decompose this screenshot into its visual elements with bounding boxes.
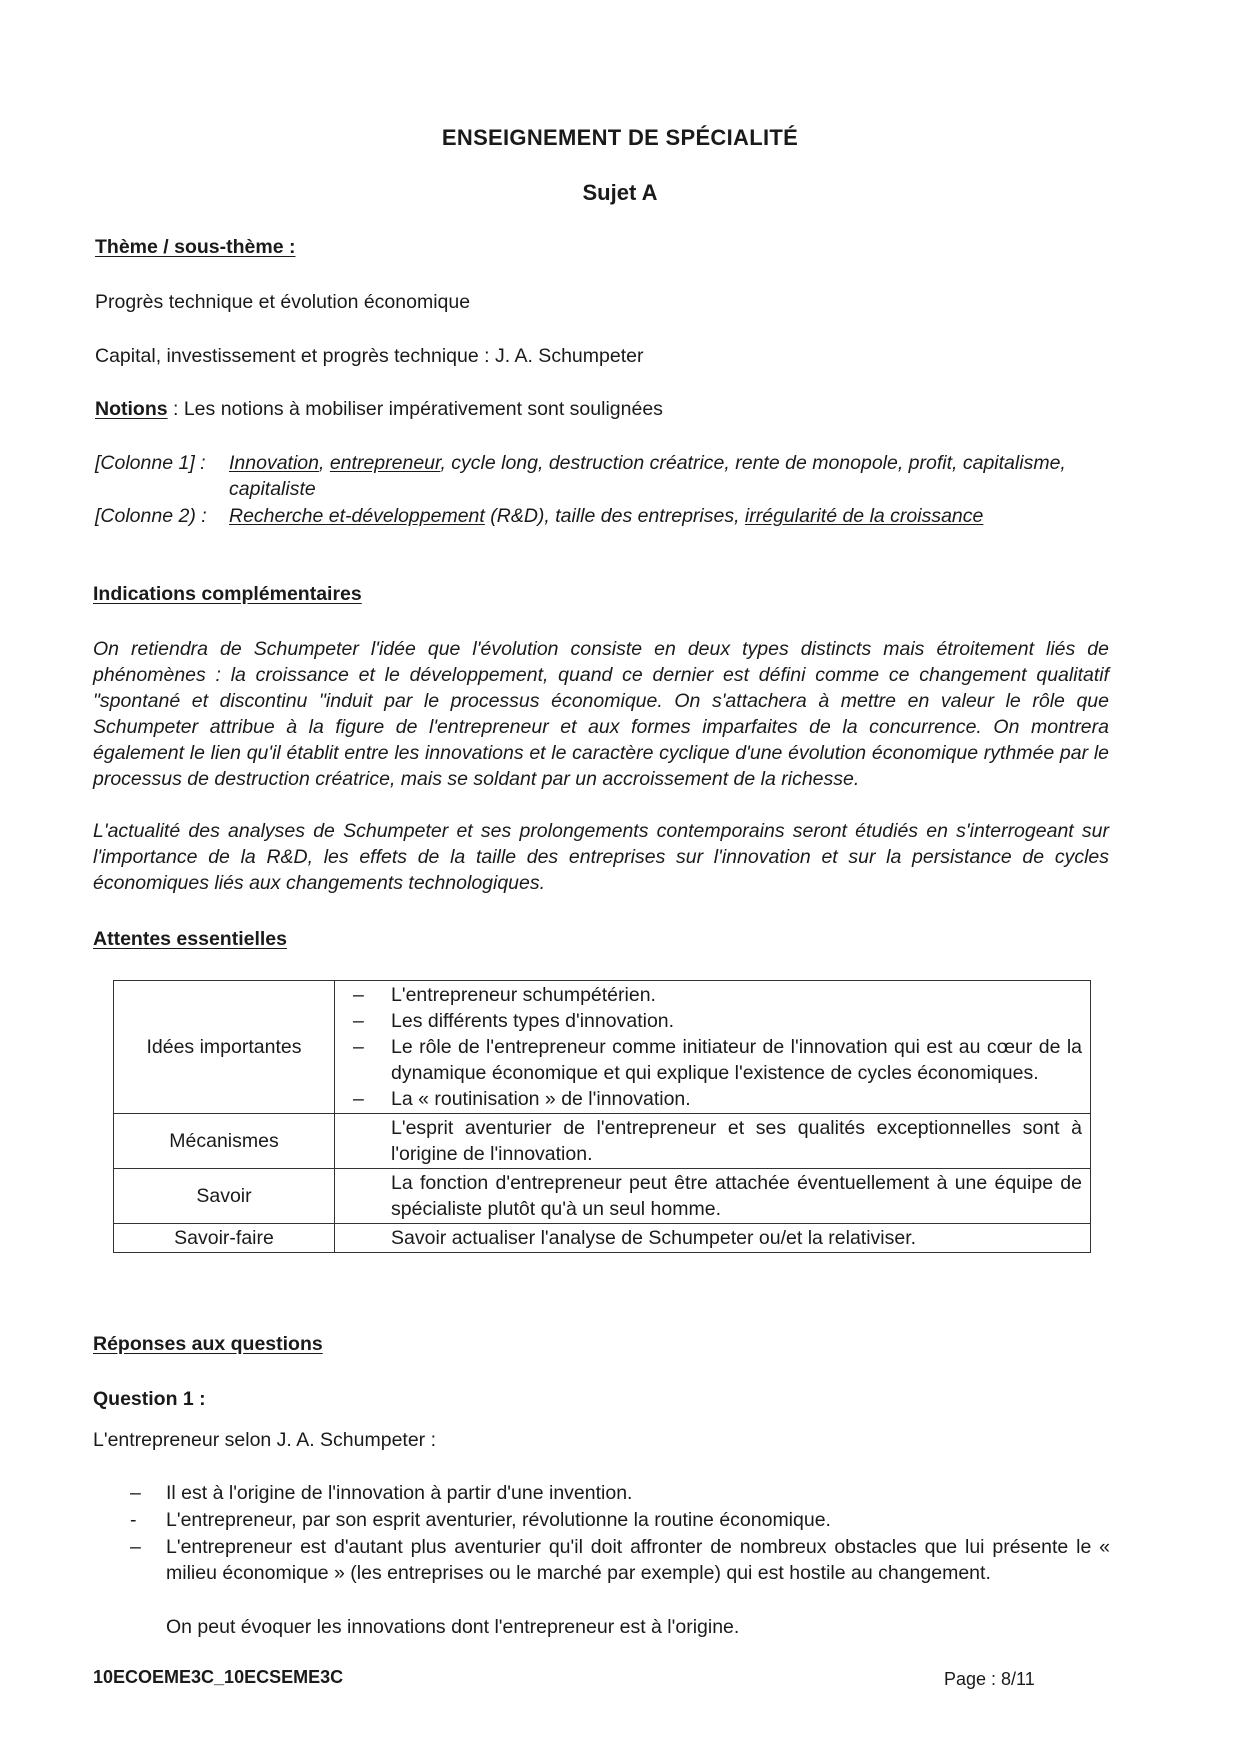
notions-label: Notions xyxy=(95,398,168,420)
list-item: – Les différents types d'innovation. xyxy=(343,1008,1082,1034)
table-row xyxy=(114,1114,1091,1169)
colonne-1-rest: , cycle long, destruction créatrice, rente de monopole, profit, capitalisme, capitaliste xyxy=(229,452,1066,500)
colonne-2: [Colonne 2) : Recherche et-développement (R&D), taille des entreprises, irrégularité de la croissance xyxy=(95,505,984,527)
question-1-followup: On peut évoquer les innovations dont l'entrepreneur est à l'origine. xyxy=(166,1616,740,1638)
notion-rd: Recherche et-développement xyxy=(229,505,485,527)
table-value-mecanismes: L'esprit aventurier de l'entrepreneur et ses qualités exceptionnelles sont à l'origine de l'innovation. xyxy=(335,1114,1091,1169)
indications-paragraph-2: L'actualité des analyses de Schumpeter et ses prolongements contemporains seront étudiés en s'interrogeant sur l'importance de la R&D, les effets de la taille des entreprises sur l'innovation et sur la persistance de cycles économiques liés aux changements technologiques. xyxy=(93,820,1109,894)
table-row xyxy=(114,981,1091,1114)
table-row xyxy=(114,1169,1091,1224)
attentes-heading: Attentes essentielles xyxy=(93,928,288,950)
notions-text: : Les notions à mobiliser impérativement sont soulignées xyxy=(167,398,663,420)
table-key-savoir-faire: Savoir-faire xyxy=(114,1224,335,1253)
table-value-idees xyxy=(335,981,1091,1114)
table-key-idees: Idées importantes xyxy=(114,981,335,1114)
question-1-intro: L'entrepreneur selon J. A. Schumpeter : xyxy=(93,1429,437,1451)
list-item: – L'entrepreneur est d'autant plus aventurier qu'il doit affronter de nombreux obstacles que lui présente le « milieu économique » (les entreprises ou le marché par exemple) qui est hostile au changement. xyxy=(130,1536,1110,1584)
list-item: - L'entrepreneur, par son esprit aventurier, révolutionne la routine économique. xyxy=(130,1509,831,1531)
attentes-table xyxy=(113,980,1091,1253)
theme-line-2: Capital, investissement et progrès technique : J. A. Schumpeter xyxy=(95,345,644,367)
notion-irregularite: irrégularité de la croissance xyxy=(744,505,984,527)
theme-line-1: Progrès technique et évolution économique xyxy=(95,291,471,313)
table-value-savoir-faire: Savoir actualiser l'analyse de Schumpeter ou/et la relativiser. xyxy=(335,1224,1091,1253)
list-item: – L'entrepreneur schumpétérien. xyxy=(343,982,1082,1008)
table-row xyxy=(114,1224,1091,1253)
table-value-savoir: La fonction d'entrepreneur peut être attachée éventuellement à une équipe de spécialiste plutôt qu'à un seul homme. xyxy=(335,1169,1091,1224)
footer-code: 10ECOEME3C_10ECSEME3C xyxy=(93,1667,344,1687)
page-number: Page : 8/11 xyxy=(944,1669,1035,1689)
indications-heading: Indications complémentaires xyxy=(93,583,362,605)
colonne-2-label: [Colonne 2) : xyxy=(95,505,207,527)
notion-innovation: Innovation xyxy=(229,452,319,474)
page-title: ENSEIGNEMENT DE SPÉCIALITÉ xyxy=(441,125,799,150)
reponses-heading: Réponses aux questions xyxy=(93,1333,323,1355)
table-key-savoir: Savoir xyxy=(114,1169,335,1224)
list-item: – Le rôle de l'entrepreneur comme initiateur de l'innovation qui est au cœur de la dynamique économique et qui explique l'existence de cycles économiques. xyxy=(343,1034,1082,1086)
list-item: – La « routinisation » de l'innovation. xyxy=(343,1086,1082,1112)
list-item: – Il est à l'origine de l'innovation à partir d'une invention. xyxy=(130,1482,633,1504)
colonne-1: [Colonne 1] : Innovation, entrepreneur, cycle long, destruction créatrice, rente de monopole, profit, capitalisme, capitaliste xyxy=(95,452,1066,500)
table-key-mecanismes: Mécanismes xyxy=(114,1114,335,1169)
indications-paragraph-1: On retiendra de Schumpeter l'idée que l'évolution consiste en deux types distincts mais étroitement liés de phénomènes : la croissance et le développement, quand ce dernier est défini comme ce changement qualitatif "spontané et discontinu "induit par le processus économique. On s'attachera à mettre en valeur le rôle que Schumpeter attribue à la figure de l'entrepreneur et aux formes imparfaites de la concurrence. On montrera également le lien qu'il établit entre les innovations et le caractère cyclique d'une évolution économique rythmée par le processus de destruction créatrice, mais se soldant par un accroissement de la richesse. xyxy=(93,638,1109,790)
question-1-title: Question 1 : xyxy=(93,1388,206,1410)
subject-title: Sujet A xyxy=(582,180,658,205)
notion-entrepreneur: entrepreneur xyxy=(329,452,441,474)
colonne-1-label: [Colonne 1] : xyxy=(95,452,206,474)
theme-heading: Thème / sous-thème : xyxy=(95,236,296,258)
notions-line xyxy=(95,396,663,422)
